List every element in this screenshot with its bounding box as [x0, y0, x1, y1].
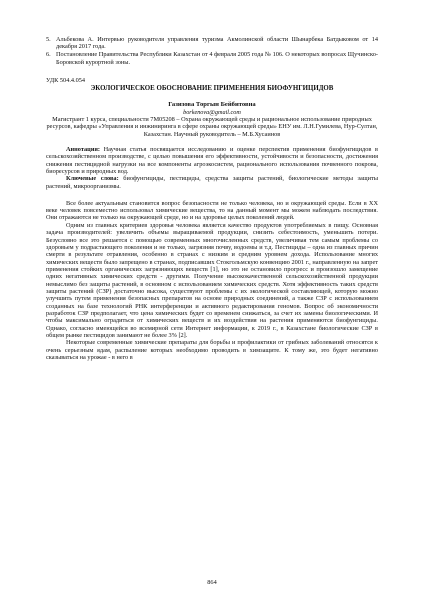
- page-number: 864: [207, 579, 217, 586]
- article-title: ЭКОЛОГИЧЕСКОЕ ОБОСНОВАНИЕ ПРИМЕНЕНИЯ БИОФУНГИЦИДОВ: [90, 85, 334, 93]
- author-email[interactable]: borkenova@gmail.com: [183, 108, 241, 116]
- abstract-text: Научная статья посвящается исследованию и оценке перспектив применения биофунгицидов в сельскохозяйственном производстве, с целью повышения его эффективности, устойчивости и безопасности, достижения снижения пестицидной нагрузки на все компоненты агроэкосистем, рационального использования почвенного покрова, биоресурсов и природных вод.: [46, 146, 378, 175]
- article-body: [46, 200, 378, 362]
- body-paragraph: Некоторые современные химические препараты для борьбы и профилактики от грибных заболеваний относятся к очень серьезным ядам, распыление которых необходимо проводить в химзащите. К тому же, это будет негативно сказываться на урожае - в него в: [46, 339, 378, 362]
- author-name: Газизова Торгын Бейбитовна: [168, 101, 256, 109]
- udc-code: УДК 504.4.054: [46, 77, 86, 85]
- reference-number: 6.: [46, 51, 51, 59]
- keywords: [46, 175, 378, 190]
- reference-text: Постановление Правительства Республики Казахстан от 4 февраля 2005 года № 106. О некоторых вопросах Щучинско-Боровской курортной зоны.: [56, 51, 378, 66]
- abstract-label: Аннотация:: [66, 146, 100, 154]
- reference-item: [46, 36, 378, 51]
- keywords-label: Ключевые слова:: [66, 175, 119, 183]
- author-affiliation: Магистрант 1 курса, специальности 7M05208 – Охрана окружающей среды и рациональное использование природных ресурсов, кафедры «Управления и инжиниринга в сфере охраны окружающей среды» ЕНУ им. Л.Н.Гумилева, Нур-Султан, Казахстан. Научный руководитель – М.Б.Хусаинов: [46, 116, 378, 138]
- reference-item: [46, 51, 378, 66]
- body-paragraph: Одним из главных критериев здоровья человека является качество продуктов употребляемых в пищу. Основная задача производителей: увеличить объемы выращиваемой продукции, снизить себестоимость, уменьшить потери. Безусловно все это решается с помощью современных многочисленных средств, увеличивая тем самым проблемы со здоровьем у подрастающего поколения и не только, загрязняя почву, водоемы и т.д. Пестициды – одна из главных причин смерти в результате отравления, особенно в странах с низким и средним уровнем дохода. Использование многих химических веществ было запрещено в странах, подписавших Стокгольмскую конвенцию 2001 г., направленную на запрет применения стойких органических загрязняющих веществ [1], но это не остановило прогресс и произошло замещение одних негативных химических средств - другими. Получение высококачественной сельскохозяйственной продукции немыслимо без защиты растений, в основном с использованием химических средств. Хотя эффективность таких средств защиты растений (СЗР) достаточно высока, существуют проблемы с их экологической составляющей, которую можно улучшить путем применения безопасных препаратов на основе природных соединений, а также СЗР с использованием созданных на базе технологий РНК интерференции и активного редактирования геномов. Вопрос об экономичности разработок СЗР предполагает, что цена химических будет со временем снижаться, за счет их замены биологическими. И чтобы максимально оградиться от химических веществ и их воздействия на растения применяются биофунгициды. Однако, согласно имеющейся во всемирной сети Интернет информации, к 2019 г., в Казахстане биологические СЗР в общем рынке пестицидов занимают не более 3% [2].: [46, 221, 378, 339]
- reference-text: Альбекова А. Интервью руководителя управления туризма Акмолинской области Шынарбека Батдыковом от 14 декабря 2017 года.: [56, 36, 378, 51]
- reference-number: 5.: [46, 36, 51, 43]
- body-paragraph: Все более актуальным становится вопрос безопасности не только человека, но и окружающей среды. Если в XX веке человек повсеместно использовал химические вещества, то на данный момент мы можем наблюдать последствия. Они отражаются не только на окружающей среде, но и на здоровье целых поколений людей.: [46, 199, 378, 222]
- reference-list: [46, 36, 378, 66]
- keywords-text: биофунгициды, пестициды, средства защиты растений, биологические методы защиты растений, микроорганизмы.: [46, 175, 378, 190]
- abstract: [46, 146, 378, 175]
